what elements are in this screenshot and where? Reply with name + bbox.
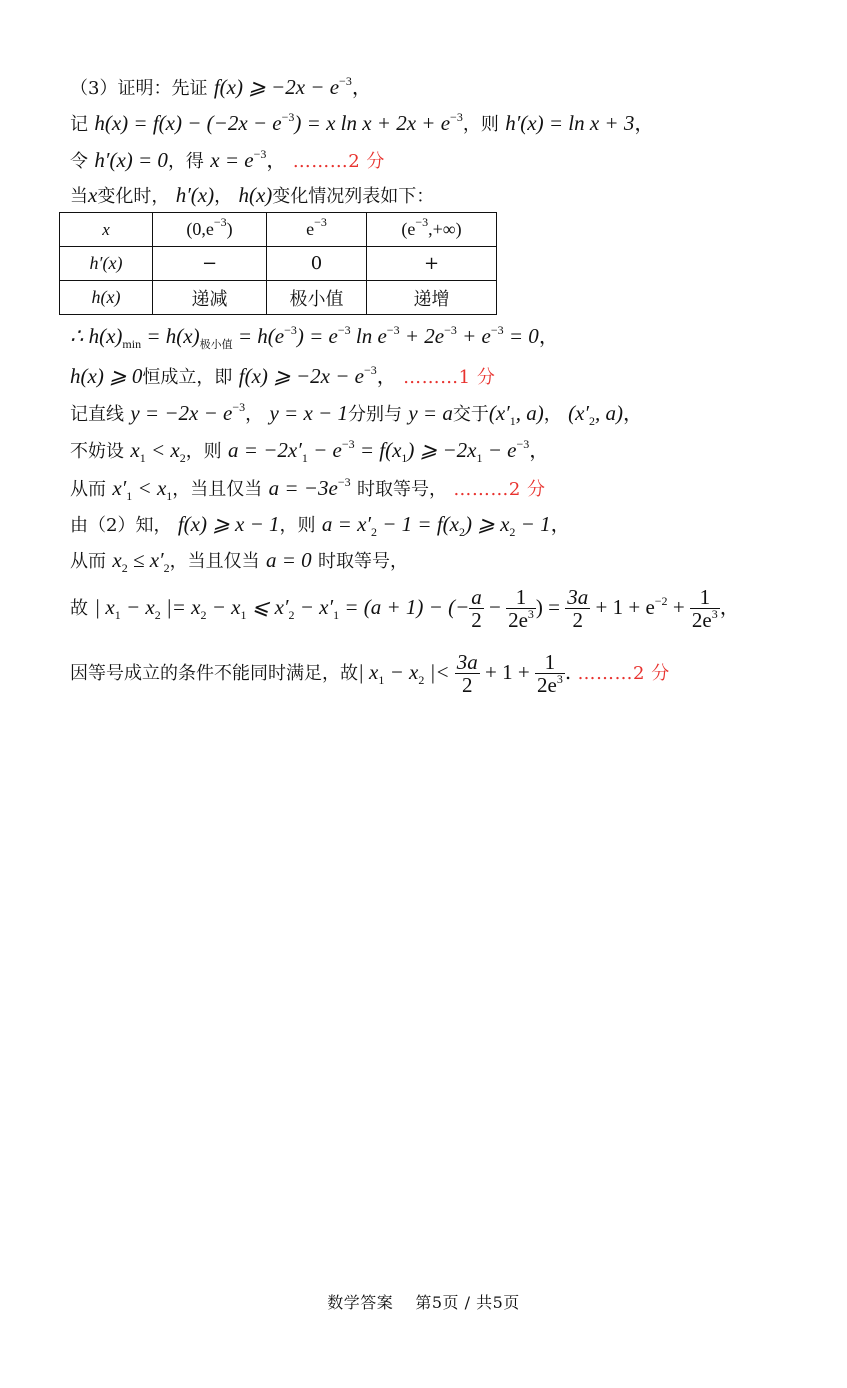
table-row: x $(0,e^{-3})$ $e^{-3}$ $(e^{-3},+\infty)$ [60,213,497,247]
score-mark: ………2 分 [453,479,546,500]
fraction: $\frac{1}{2e^3}$ [508,585,534,632]
proof-line-1: （3）证明：先证 f(x) ⩾ $-2x - e^{-3}$， [70,74,372,99]
proof-line-3: 令 h′(x) = 0，得 $x = e^{-3}$， ………2 分 [70,147,385,172]
fraction: $\frac{1}{2e^3}$ [691,585,718,632]
footer-total-pages: 共5页 [476,1293,520,1312]
fraction: $\frac{3a}{2}$ [567,585,589,632]
proof-line-10: 由（2）知， f(x) ⩾ x − 1，则 $a = x'_2 - 1 = f(x_2)$ ⩾ $x_2 - 1$， [70,512,571,539]
proof-line-8: 不妨设 $x_1 < x_2$，则 $a = -2x'_1 - e^{-3} = f(x_1)$ ⩾ $-2x_1 - e^{-3}$， [70,437,550,465]
proof-line-9: 从而 $x'_1 < x_1$，当且仅当 $a = -3e^{-3}$ 时取等号， ………2 分 [70,475,546,503]
proof-line-4: 当x变化时， h′(x)， h(x)变化情况列表如下： [70,183,435,207]
score-mark: ………2 分 [292,151,385,172]
table-row: h(x) 递减 极小值 递增 [60,281,497,315]
fraction: $\frac{3a}{2}$ [456,650,478,697]
fraction: $\frac{1}{2e^3}$ [536,650,563,697]
score-mark: ………2 分 [577,663,670,684]
footer-separator: / [464,1293,471,1312]
proof-line-12: 故 | $x_1 - x_2$ |= $x_2 - x_1$ ⩽ $x'_2 - x'_1 = (a + 1)$ − (− $\frac{a}{2}$ − $\frac{1}{2e^3}$ ) = $\frac{3a}{2}$ + $1 + e^{-2}$ + $\frac{1}{2e^3}$ ， [70,585,740,632]
proof-line-2: 记 $h(x) = f(x) - (-2x - e^{-3}) = x$ $\ln x + 2x + e^{-3}$，则 h′(x) = ln x + 3， [70,110,655,135]
fraction: $\frac{a}{2}$ [471,585,482,632]
score-mark: ………1 分 [403,367,496,388]
footer-page-number: 第5页 [415,1293,460,1312]
proof-line-7: 记直线 $y = -2x - e^{-3}$， y = x − 1分别与 y = a交于($x'_1$, a)， ($x'_2$, a)， [70,400,644,428]
variation-table [59,212,497,315]
proof-line-6: h(x) ⩾ 0恒成立，即 f(x) ⩾ $-2x - e^{-3}$， ………1 分 [70,363,496,388]
proof-line-13: 因等号成立的条件不能同时满足，故| $x_1 - x_2$ |< $\frac{3a}{2}$ + 1 + $\frac{1}{2e^3}$ . ………2 分 [70,650,670,697]
footer-subject: 数学答案 [327,1293,394,1312]
table-row: h′(x) − 0 + [60,247,497,281]
proof-line-11: 从而 $x_2 \le x'_2$，当且仅当 a = 0 时取等号， [70,548,409,575]
proof-line-5: ∴ $h(x)_{min} = h(x)_{极小值} = h(e^{-3}) = e^{-3}$ $\ln e^{-3} + 2e^{-3} + e^{-3} = 0$， [70,323,559,351]
page-footer [0,1290,847,1313]
